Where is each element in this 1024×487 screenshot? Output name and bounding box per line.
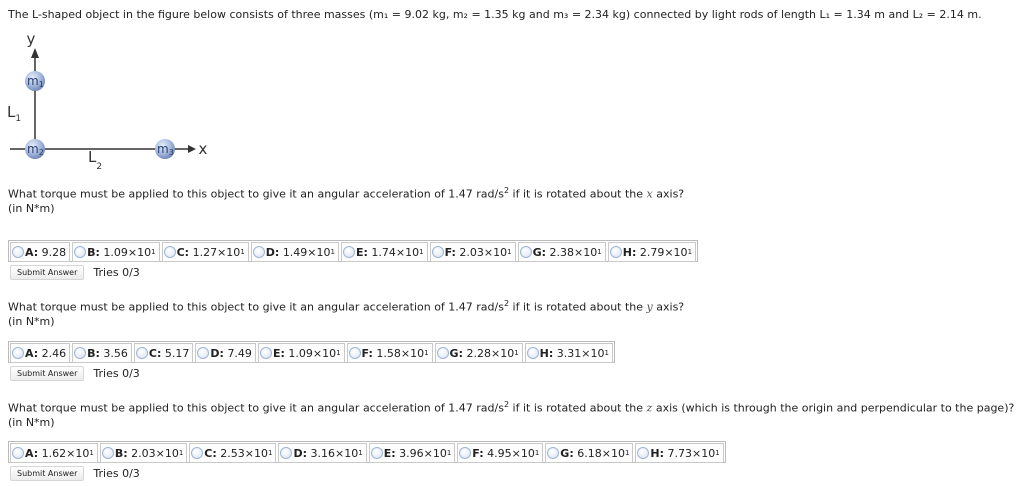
question-x-axis — [8, 184, 684, 216]
option-value: 1.62×10 — [41, 446, 90, 460]
option-value: 2.53×10 — [220, 446, 268, 460]
option-letter: E: — [272, 346, 285, 360]
option-value: 2.03×10 — [131, 446, 179, 460]
l1-label: $L_1$ — [7, 103, 22, 124]
question-unit: (in N*m) — [8, 201, 55, 215]
answer-option-e[interactable]: E: 1.09×10 1 — [258, 343, 345, 363]
submit-answer-button[interactable]: Submit Answer — [10, 466, 84, 481]
answer-option-a[interactable] — [10, 242, 70, 262]
submit-row-y-axis — [10, 366, 140, 381]
radio-button-icon[interactable] — [371, 447, 383, 459]
option-value: 1.09×10 — [288, 346, 337, 360]
option-letter: E: — [383, 446, 396, 460]
answer-option-f[interactable]: F: 4.95×10 1 — [457, 443, 543, 463]
option-letter: C: — [204, 446, 217, 460]
radio-button-icon[interactable] — [197, 347, 209, 359]
answer-choices-y-axis — [8, 341, 615, 363]
answer-option-h[interactable]: H: 2.79×10 1 — [608, 242, 696, 262]
radio-button-icon[interactable] — [610, 246, 622, 258]
option-letter: C: — [148, 346, 162, 360]
option-letter: F: — [361, 346, 373, 360]
submit-row-x-axis — [10, 265, 140, 280]
option-letter: F: — [472, 446, 484, 460]
option-value: 1.74×10 — [371, 245, 420, 259]
option-value: 2.46 — [41, 346, 67, 360]
answer-option-d[interactable]: D: 3.16×10 1 — [278, 443, 366, 463]
x-axis-label: x — [198, 140, 208, 158]
option-value: 1.49×10 — [282, 245, 331, 259]
option-letter: B: — [87, 245, 100, 259]
answer-option-h[interactable]: H: 3.31×10 1 — [525, 343, 613, 363]
answer-choices-x-axis — [8, 240, 698, 262]
answer-option-a[interactable]: A: 1.62×10 1 — [10, 443, 98, 463]
answer-option-b[interactable]: B: 2.03×10 1 — [100, 443, 187, 463]
question-text: What torque must be applied to this object to give it an angular acceleration of 1.47 rad/$s^2$ if it is rotated about the z axis (which is through the origin and perpendicular to the page)? — [8, 400, 1015, 415]
radio-button-icon[interactable] — [102, 447, 114, 459]
radio-button-icon[interactable] — [432, 246, 444, 258]
question-unit: (in N*m) — [8, 314, 55, 328]
answer-option-g[interactable]: G: 2.38×10 1 — [518, 242, 606, 262]
y-axis-label: y — [26, 30, 36, 48]
answer-option-c[interactable] — [134, 343, 193, 363]
option-value: 6.18×10 — [577, 446, 625, 460]
tries-counter: Tries 0/3 — [93, 266, 140, 279]
radio-button-icon[interactable] — [637, 447, 649, 459]
option-letter: D: — [293, 446, 307, 460]
submit-answer-button[interactable]: Submit Answer — [10, 265, 84, 280]
answer-option-a[interactable] — [10, 343, 70, 363]
radio-button-icon[interactable] — [459, 447, 471, 459]
radio-button-icon[interactable] — [253, 246, 265, 258]
radio-button-icon[interactable] — [12, 447, 24, 459]
answer-option-f[interactable]: F: 2.03×10 1 — [430, 242, 516, 262]
option-letter: A: — [25, 346, 39, 360]
option-value: 3.16×10 — [310, 446, 359, 460]
answer-option-g[interactable]: G: 6.18×10 1 — [545, 443, 633, 463]
answer-option-h[interactable]: H: 7.73×10 1 — [635, 443, 723, 463]
option-value: 2.03×10 — [459, 245, 508, 259]
tries-counter: Tries 0/3 — [93, 367, 140, 380]
option-value: 2.28×10 — [466, 346, 515, 360]
option-value: 4.95×10 — [487, 446, 535, 460]
x-axis-arrowhead — [188, 145, 196, 153]
answer-option-f[interactable]: F: 1.58×10 1 — [347, 343, 433, 363]
answer-option-g[interactable]: G: 2.28×10 1 — [435, 343, 523, 363]
question-text: What torque must be applied to this object to give it an angular acceleration of 1.47 rad/$s^2$ if it is rotated about the y axis? — [8, 299, 685, 314]
option-value: 1.09×10 — [103, 245, 152, 259]
l2-label: $L_2$ — [88, 148, 103, 172]
option-letter: H: — [539, 346, 554, 360]
submit-row-z-axis — [10, 466, 140, 481]
submit-answer-button[interactable]: Submit Answer — [10, 366, 84, 381]
answer-option-e[interactable]: E: 3.96×10 1 — [369, 443, 456, 463]
answer-option-c[interactable]: C: 1.27×10 1 — [162, 242, 249, 262]
radio-button-icon[interactable] — [12, 246, 24, 258]
answer-option-d[interactable]: D: 1.49×10 1 — [251, 242, 339, 262]
radio-button-icon[interactable] — [349, 347, 361, 359]
radio-button-icon[interactable] — [547, 447, 559, 459]
radio-button-icon[interactable] — [260, 347, 272, 359]
radio-button-icon[interactable] — [191, 447, 203, 459]
question-unit: (in N*m) — [8, 415, 55, 429]
tries-counter: Tries 0/3 — [93, 467, 140, 480]
radio-button-icon[interactable] — [164, 246, 176, 258]
radio-button-icon[interactable] — [343, 246, 355, 258]
mass-m1-label: m1 — [27, 74, 44, 89]
option-letter: A: — [25, 446, 39, 460]
option-letter: G: — [532, 245, 547, 259]
option-value: 7.73×10 — [667, 446, 716, 460]
option-value: 1.27×10 — [192, 245, 241, 259]
option-letter: H: — [650, 446, 665, 460]
radio-button-icon[interactable] — [136, 347, 148, 359]
option-value: 2.79×10 — [639, 245, 688, 259]
option-letter: E: — [356, 245, 368, 259]
problem-intro: The L-shaped object in the figure below consists of three masses (m₁ = 9.02 kg, m₂ = 1.35 kg and m₃ = 2.34 kg) connected by light rods of length L₁ = 1.34 m and L₂ = 2.14 m. — [8, 8, 982, 21]
option-value: 3.56 — [103, 346, 128, 360]
answer-option-e[interactable]: E: 1.74×10 1 — [341, 242, 428, 262]
question-z-axis — [8, 398, 1014, 430]
answer-option-b[interactable]: B: 1.09×10 1 — [72, 242, 159, 262]
option-letter: H: — [622, 245, 637, 259]
radio-button-icon[interactable] — [527, 347, 539, 359]
option-value: 5.17 — [164, 346, 190, 360]
answer-option-c[interactable]: C: 2.53×10 1 — [189, 443, 276, 463]
question-text: What torque must be applied to this object to give it an angular acceleration of 1.47 rad/$s^2$ if it is rotated about the x axis? — [8, 186, 685, 201]
option-value: 3.31×10 — [556, 346, 605, 360]
option-letter: A: — [25, 245, 39, 259]
l-shaped-object-figure — [0, 26, 230, 176]
answer-option-b[interactable] — [72, 343, 132, 363]
option-letter: B: — [87, 346, 100, 360]
answer-choices-z-axis — [8, 441, 726, 463]
mass-m2-label: m2 — [27, 142, 44, 157]
option-letter: D: — [210, 346, 224, 360]
option-value: 2.38×10 — [549, 245, 598, 259]
option-letter: B: — [114, 446, 128, 460]
question-y-axis — [8, 297, 684, 329]
radio-button-icon[interactable] — [74, 246, 86, 258]
option-value: 3.96×10 — [399, 446, 447, 460]
option-letter: D: — [265, 245, 280, 259]
answer-option-d[interactable] — [195, 343, 256, 363]
radio-button-icon[interactable] — [437, 347, 449, 359]
option-value: 1.58×10 — [376, 346, 425, 360]
y-axis-arrowhead — [31, 48, 39, 58]
option-letter: F: — [444, 245, 456, 259]
mass-m3-label: m3 — [157, 142, 174, 157]
radio-button-icon[interactable] — [520, 246, 532, 258]
radio-button-icon[interactable] — [12, 347, 24, 359]
radio-button-icon[interactable] — [280, 447, 292, 459]
option-letter: G: — [449, 346, 463, 360]
option-value: 7.49 — [227, 346, 252, 360]
radio-button-icon[interactable] — [74, 347, 86, 359]
option-value: 9.28 — [41, 245, 67, 259]
option-letter: C: — [176, 245, 190, 259]
option-letter: G: — [560, 446, 574, 460]
